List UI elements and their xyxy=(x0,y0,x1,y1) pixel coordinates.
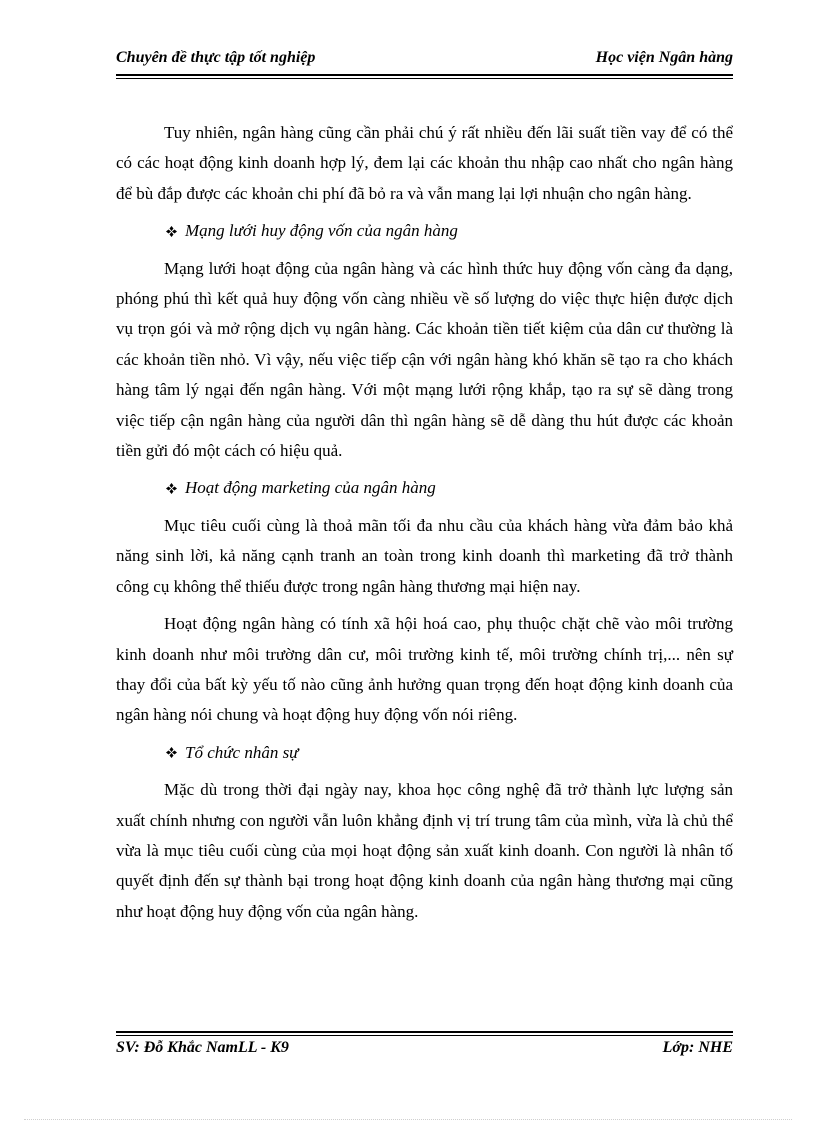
page-header xyxy=(116,48,733,76)
four-diamond-bullet-icon xyxy=(166,483,177,494)
paragraph-marketing-goal: Mục tiêu cuối cùng là thoả mãn tối đa nhu cầu của khách hàng vừa đảm bảo khả năng sinh lời, kả năng cạnh tranh an toàn trong kinh doanh thì marketing đã trở thành công cụ không thể thiếu được trong ngân hàng thương mại hiện nay. xyxy=(116,515,733,596)
page-bottom-edge xyxy=(24,1119,792,1120)
section-heading-text: Mạng lưới huy động vốn của ngân hàng xyxy=(185,221,458,241)
header-title: Chuyên đề thực tập tốt nghiệp xyxy=(116,49,316,66)
header-divider xyxy=(116,78,733,79)
document-body xyxy=(116,118,733,934)
header-institution: Học viện Ngân hàng xyxy=(595,49,733,66)
section-heading-network xyxy=(166,216,733,246)
paragraph-network: Mạng lưới hoạt động của ngân hàng và các hình thức huy động vốn càng đa dạng, phóng phú thì kết quả huy động vốn càng nhiều về số lượng do việc thực hiện được dịch vụ trọn gói và mở rộng dịch vụ ngân hàng. Các khoản tiền tiết kiệm của dân cư thường là các khoản tiền nhỏ. Vì vậy, nếu việc tiếp cận với ngân hàng khó khăn sẽ tạo ra cho khách hàng tâm lý ngại đến ngân hàng. Với một mạng lưới rộng khắp, tạo ra sự sẽ dàng trong việc tiếp cận ngân hàng của người dân thì ngân hàng sẽ dễ dàng thu hút được các khoản tiền gửi đó một cách có hiệu quả. xyxy=(116,258,733,461)
footer-divider xyxy=(116,1035,733,1036)
section-heading-text: Tổ chức nhân sự xyxy=(185,742,299,762)
section-heading-text: Hoạt động marketing của ngân hàng xyxy=(185,478,436,498)
paragraph-personnel: Mặc dù trong thời đại ngày nay, khoa học công nghệ đã trở thành lực lượng sản xuất chính nhưng con người vẫn luôn khẳng định vị trí trung tâm của mình, vừa là chủ thể vừa là mục tiêu cuối cùng của mọi hoạt động sản xuất kinh doanh. Con người là nhân tố quyết định đến sự thành bại trong hoạt động kinh doanh của ngân hàng thương mại cũng như hoạt động huy động vốn của ngân hàng. xyxy=(116,780,733,921)
paragraph-interest-rate: Tuy nhiên, ngân hàng cũng cần phải chú ý rất nhiều đến lãi suất tiền vay để có thể có các hoạt động kinh doanh hợp lý, đem lại các khoản thu nhập cao nhất cho ngân hàng để bù đắp được các khoản chi phí đã bỏ ra và vẫn mang lại lợi nhuận cho ngân hàng. xyxy=(116,123,733,203)
four-diamond-bullet-icon xyxy=(166,226,177,237)
section-heading-personnel xyxy=(166,738,733,768)
footer-student: SV: Đỗ Khắc NamLL - K9 xyxy=(116,1039,289,1056)
four-diamond-bullet-icon xyxy=(166,747,177,758)
paragraph-marketing-environment: Hoạt động ngân hàng có tính xã hội hoá cao, phụ thuộc chặt chẽ vào môi trường kinh doanh như môi trường dân cư, môi trường kinh tế, môi trường chính trị,... nên sự thay đổi của bất kỳ yếu tố nào cũng ảnh hưởng quan trọng đến hoạt động kinh doanh của ngân hàng nói chung và hoạt động huy động vốn nói riêng. xyxy=(116,614,733,725)
footer-class: Lớp: NHE xyxy=(662,1039,733,1056)
page-footer xyxy=(116,1031,733,1056)
section-heading-marketing xyxy=(166,473,733,503)
